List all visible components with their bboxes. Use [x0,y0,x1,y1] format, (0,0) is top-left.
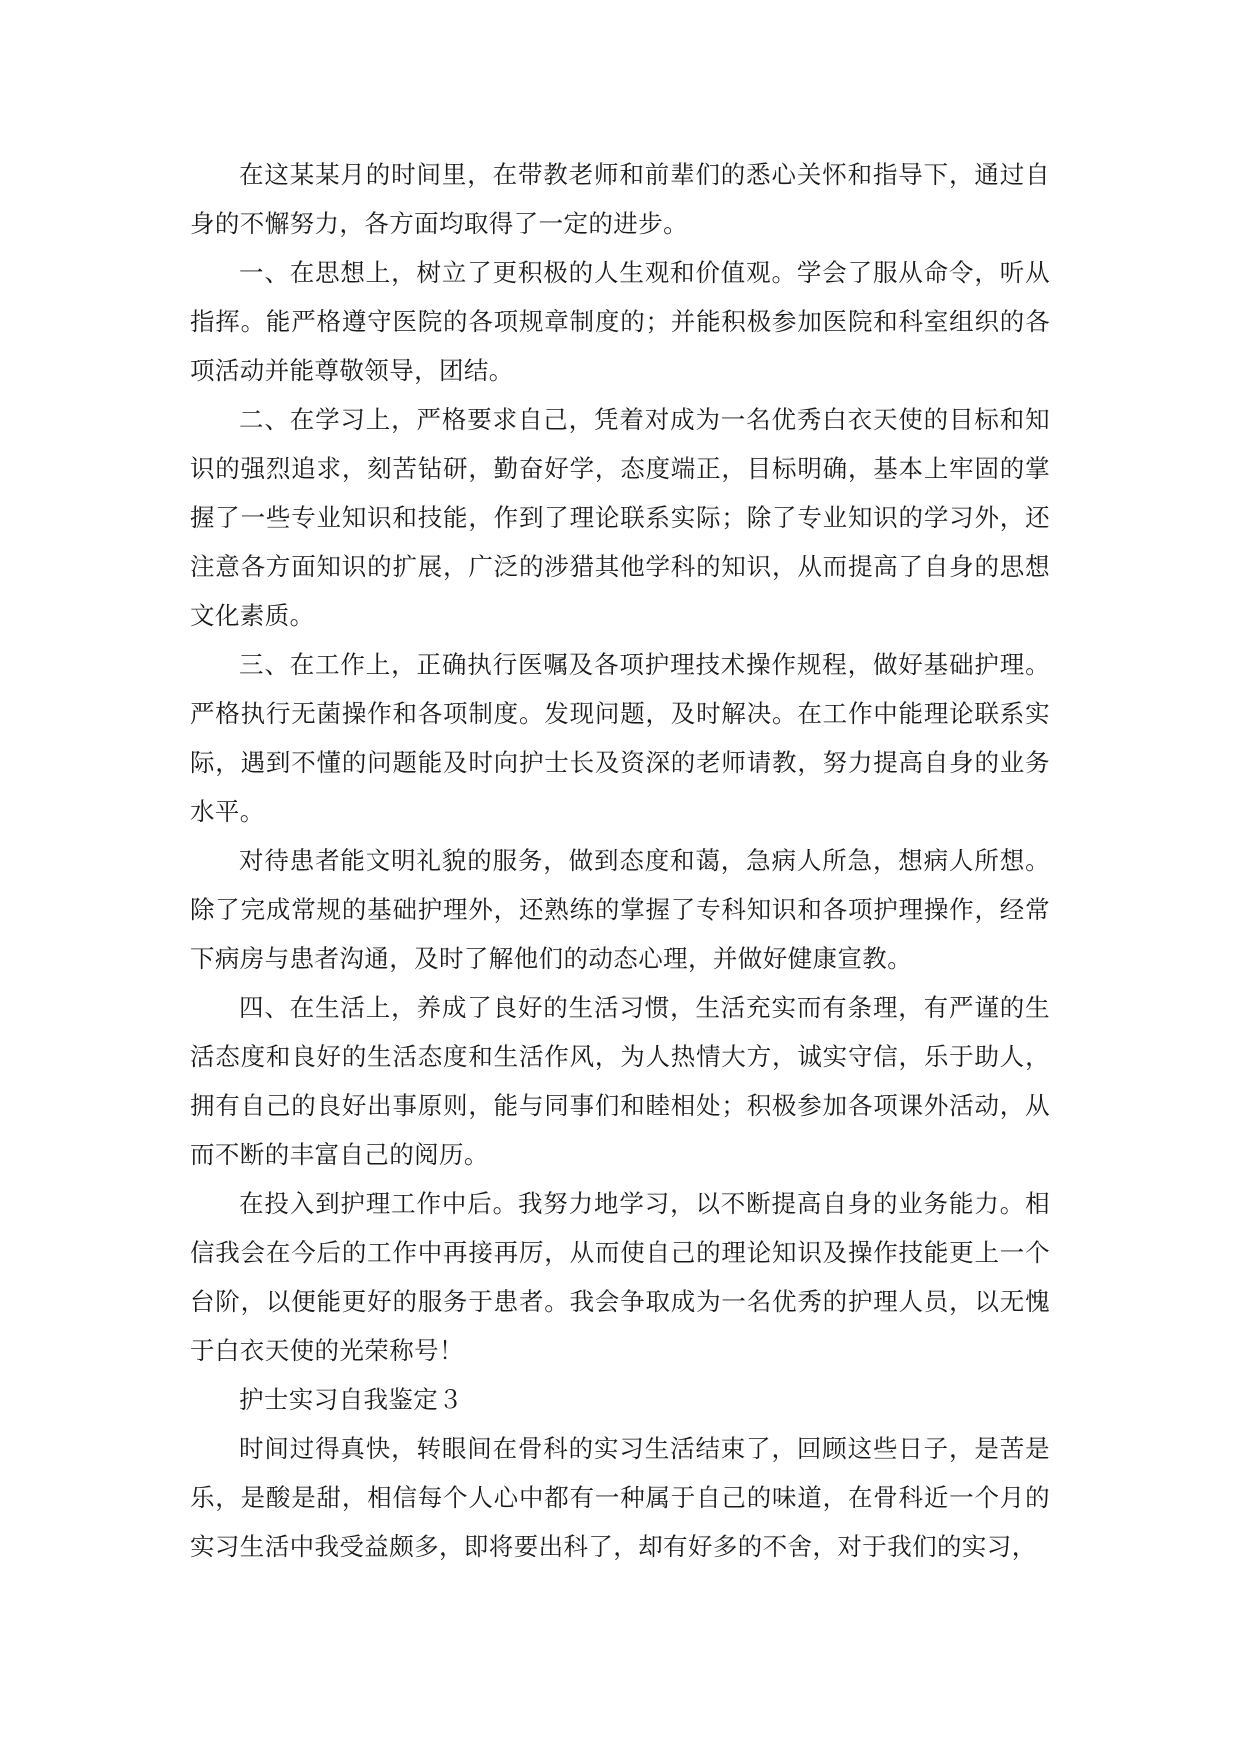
paragraph-section3-intro: 时间过得真快，转眼间在骨科的实习生活结束了，回顾这些日子，是苦是乐，是酸是甜，相信每个人心中都有一种属于自己的味道，在骨科近一个月的实习生活中我受益颇多，即将要出科了，却有好多的不舍，对于我们的实习， [190,1434,1050,1561]
paragraph-intro: 在这某某月的时间里，在带教老师和前辈们的悉心关怀和指导下，通过自身的不懈努力，各方面均取得了一定的进步。 [190,160,1050,238]
paragraph-conclusion: 在投入到护理工作中后。我努力地学习，以不断提高自身的业务能力。相信我会在今后的工作中再接再厉，从而使自己的理论知识及操作技能更上一个台阶，以便能更好的服务于患者。我会争取成为一名优秀的护理人员，以无愧于白衣天使的光荣称号！ [190,1189,1050,1365]
paragraph-patients: 对待患者能文明礼貌的服务，做到态度和蔼，急病人所急，想病人所想。除了完成常规的基础护理外，还熟练的掌握了专科知识和各项护理操作，经常下病房与患者沟通，及时了解他们的动态心理，并做好健康宣教。 [190,846,1050,973]
paragraph-study: 二、在学习上，严格要求自己，凭着对成为一名优秀白衣天使的目标和知识的强烈追求，刻苦钻研，勤奋好学，态度端正，目标明确，基本上牢固的掌握了一些专业知识和技能，作到了理论联系实际；除了专业知识的学习外，还注意各方面知识的扩展，广泛的涉猎其他学科的知识，从而提高了自身的思想文化素质。 [190,405,1050,630]
paragraph-life: 四、在生活上，养成了良好的生活习惯，生活充实而有条理，有严谨的生活态度和良好的生活态度和生活作风，为人热情大方，诚实守信，乐于助人，拥有自己的良好出事原则，能与同事们和睦相处；积极参加各项课外活动，从而不断的丰富自己的阅历。 [190,993,1050,1169]
paragraph-thought: 一、在思想上，树立了更积极的人生观和价值观。学会了服从命令，听从指挥。能严格遵守医院的各项规章制度的；并能积极参加医院和科室组织的各项活动并能尊敬领导，团结。 [190,258,1050,385]
section-heading: 护士实习自我鉴定３ [239,1385,464,1414]
document-body [190,150,1050,1571]
paragraph-work: 三、在工作上，正确执行医嘱及各项护理技术操作规程，做好基础护理。严格执行无菌操作和各项制度。发现问题，及时解决。在工作中能理论联系实际，遇到不懂的问题能及时向护士长及资深的老师请教，努力提高自身的业务水平。 [190,650,1050,826]
